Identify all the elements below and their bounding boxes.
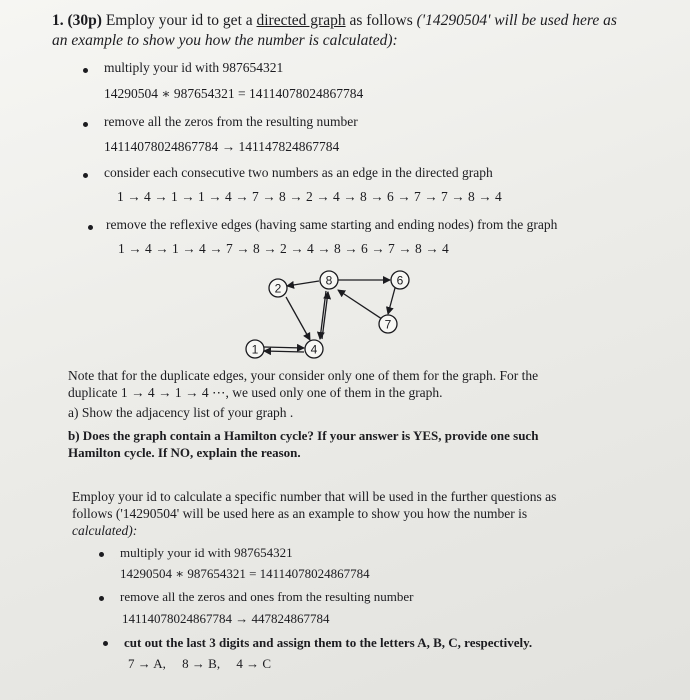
bullet-icon bbox=[99, 596, 104, 601]
q1-step3-detail: 1 → 4 → 1 → 1 → 4 → 7 → 8 → 2 → 4 → 8 → 6 → 7 → 7 → 8 → 4 bbox=[117, 189, 502, 204]
bullet-icon bbox=[83, 68, 88, 73]
q1-step1-detail: 14290504 ∗ 987654321 = 14114078024867784 bbox=[104, 86, 364, 101]
q2-step1-detail: 14290504 ∗ 987654321 = 14114078024867784 bbox=[120, 566, 370, 581]
bullet-icon bbox=[83, 122, 88, 127]
graph-edge bbox=[286, 297, 310, 340]
q1-intro-example: ('14290504' will be used here as bbox=[416, 12, 617, 29]
q1-intro-line2: an example to show you how the number is calculated): bbox=[52, 32, 398, 49]
q2-step1-text: multiply your id with 987654321 bbox=[120, 545, 293, 560]
graph-node-4 bbox=[305, 340, 323, 358]
graph-node-7 bbox=[379, 315, 397, 333]
bullet-icon bbox=[88, 225, 93, 230]
q1-step4-text: remove the reflexive edges (having same starting and ending nodes) from the graph bbox=[106, 217, 558, 232]
q1-step3-text: consider each consecutive two numbers as an edge in the directed graph bbox=[104, 165, 493, 180]
q2-step2-text: remove all the zeros and ones from the resulting number bbox=[120, 589, 414, 604]
q1-note-line1: Note that for the duplicate edges, your consider only one of them for the graph. For the bbox=[68, 368, 539, 383]
svg-text:6: 6 bbox=[396, 273, 404, 288]
bullet-icon bbox=[83, 173, 88, 178]
graph-node-1 bbox=[246, 340, 264, 358]
q1-step2-detail: 14114078024867784 → 141147824867784 bbox=[104, 139, 340, 154]
svg-text:8: 8 bbox=[325, 273, 333, 288]
q1-intro-link: directed graph bbox=[256, 12, 346, 29]
q1-part-b-line1: b) Does the graph contain a Hamilton cycle? If your answer is YES, provide one such bbox=[68, 428, 539, 443]
q1-intro-line1 bbox=[52, 12, 617, 30]
svg-text:1: 1 bbox=[251, 342, 259, 357]
q2-step3-detail: 7 → A, 8 → B, 4 → C bbox=[128, 656, 272, 671]
q2-step2-detail: 14114078024867784 → 447824867784 bbox=[122, 611, 330, 626]
directed-graph bbox=[230, 268, 420, 368]
graph-node-2 bbox=[269, 279, 287, 297]
q2-step3-text: cut out the last 3 digits and assign them to the letters A, B, C, respectively. bbox=[124, 635, 533, 650]
q1-number: 1. (30p) bbox=[52, 12, 102, 29]
q2-intro-line3: calculated): bbox=[72, 523, 138, 538]
q1-part-b-line2: Hamilton cycle. If NO, explain the reason. bbox=[68, 445, 301, 460]
graph-edge bbox=[264, 351, 304, 352]
bullet-icon bbox=[99, 552, 104, 557]
q1-part-a: a) Show the adjacency list of your graph . bbox=[68, 405, 294, 420]
q1-intro-text-b: as follows bbox=[349, 12, 413, 29]
q2-intro-line1: Employ your id to calculate a specific number that will be used in the further questions as bbox=[72, 489, 557, 504]
graph-node-6 bbox=[391, 271, 409, 289]
q1-note-line2: duplicate 1 → 4 → 1 → 4 ⋯, we used only one of them in the graph. bbox=[68, 385, 443, 400]
graph-node-8 bbox=[320, 271, 338, 289]
q1-step2-text: remove all the zeros from the resulting number bbox=[104, 114, 358, 129]
svg-text:7: 7 bbox=[384, 317, 392, 332]
bullet-icon bbox=[103, 641, 108, 646]
svg-text:4: 4 bbox=[310, 342, 318, 357]
graph-edge bbox=[264, 347, 304, 348]
svg-text:2: 2 bbox=[274, 281, 282, 296]
q1-intro-text: Employ your id to get a bbox=[105, 12, 253, 29]
graph-edge bbox=[388, 288, 395, 314]
q1-step4-detail: 1 → 4 → 1 → 4 → 7 → 8 → 2 → 4 → 8 → 6 → 7 → 8 → 4 bbox=[118, 241, 449, 256]
q2-intro-line2: follows ('14290504' will be used here as an example to show you how the number is bbox=[72, 506, 528, 521]
q1-step1-text: multiply your id with 987654321 bbox=[104, 60, 284, 75]
graph-edge bbox=[287, 281, 319, 286]
